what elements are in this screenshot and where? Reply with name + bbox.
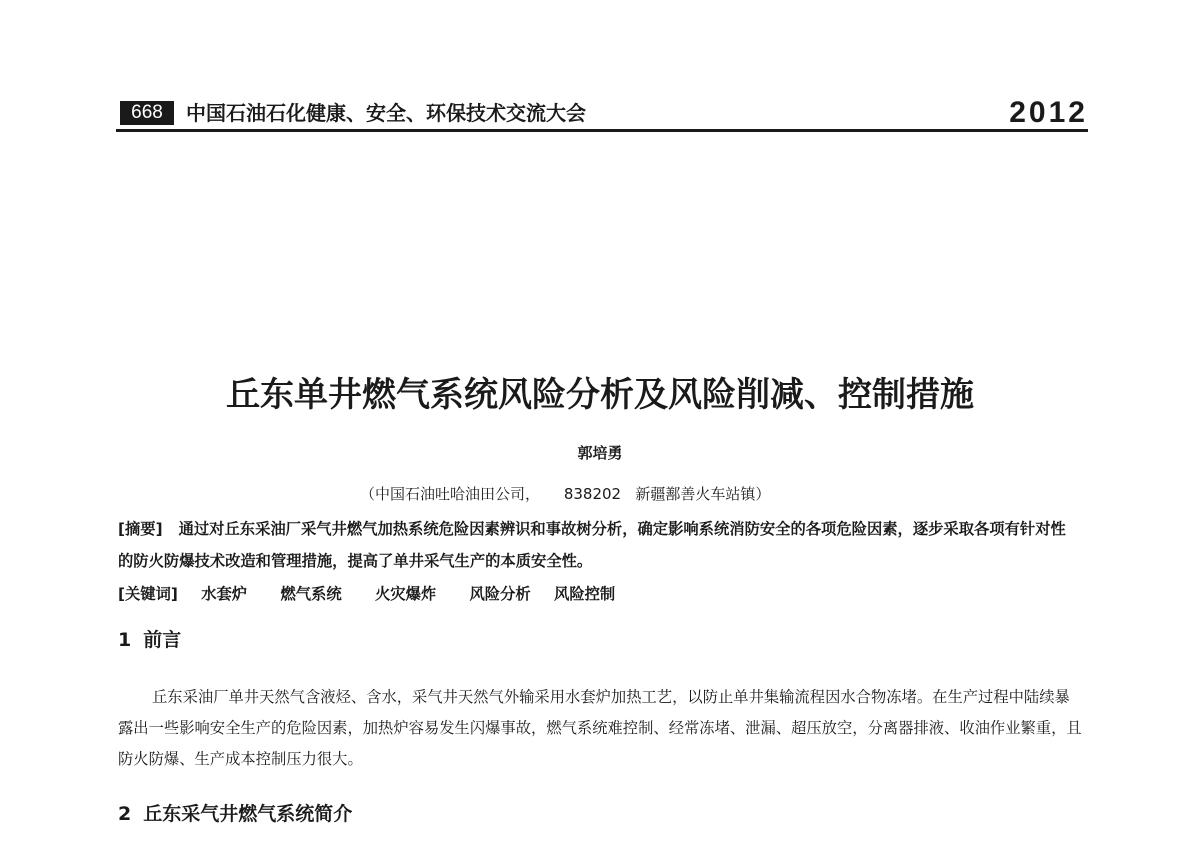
abstract xyxy=(118,513,1078,577)
keyword: 风险分析 xyxy=(469,585,531,603)
keyword: 燃气系统 xyxy=(280,585,342,603)
keywords xyxy=(118,578,643,610)
page-number: 668 xyxy=(120,101,174,125)
header-year: 2012 xyxy=(1009,96,1088,129)
abstract-text: 通过对丘东采油厂采气井燃气加热系统危险因素辨识和事故树分析，确定影响系统消防安全的各项危险因素，逐步采取各项有针对性的防火防爆技术改造和管理措施，提高了单井采气生产的本质安全性。 xyxy=(118,520,1066,570)
keywords-label: [关键词] xyxy=(118,585,178,603)
section-number: 1 xyxy=(118,629,132,651)
section-title: 前言 xyxy=(143,629,182,651)
introduction-paragraph: 丘东采油厂单井天然气含液烃、含水，采气井天然气外输采用水套炉加热工艺，以防止单井集输流程因水合物冻堵。在生产过程中陆续暴露出一些影响安全生产的危险因素，加热炉容易发生闪爆事故，燃气系统难控制、经常冻堵、泄漏、超压放空，分离器排液、收油作业繁重，且防火防爆、生产成本控制压力很大。 xyxy=(118,688,1082,768)
section-title: 丘东采气井燃气系统简介 xyxy=(143,803,353,825)
keyword: 火灾爆炸 xyxy=(374,585,437,603)
section-heading-system-overview xyxy=(118,800,352,828)
abstract-label: [摘要] xyxy=(118,520,163,538)
section-number: 2 xyxy=(118,803,132,825)
keyword: 风险控制 xyxy=(554,585,616,603)
author-name: 郭培勇 xyxy=(577,444,623,462)
author-affiliation: （中国石油吐哈油田公司， 838202 新疆鄯善火车站镇） xyxy=(360,485,771,503)
page-header xyxy=(116,96,1088,132)
header-rule xyxy=(116,129,1088,132)
keyword: 水套炉 xyxy=(201,585,248,603)
section-heading-introduction xyxy=(118,626,181,654)
paper-title: 丘东单井燃气系统风险分析及风险削减、控制措施 xyxy=(226,375,974,415)
conference-title: 中国石油石化健康、安全、环保技术交流大会 xyxy=(186,101,586,125)
